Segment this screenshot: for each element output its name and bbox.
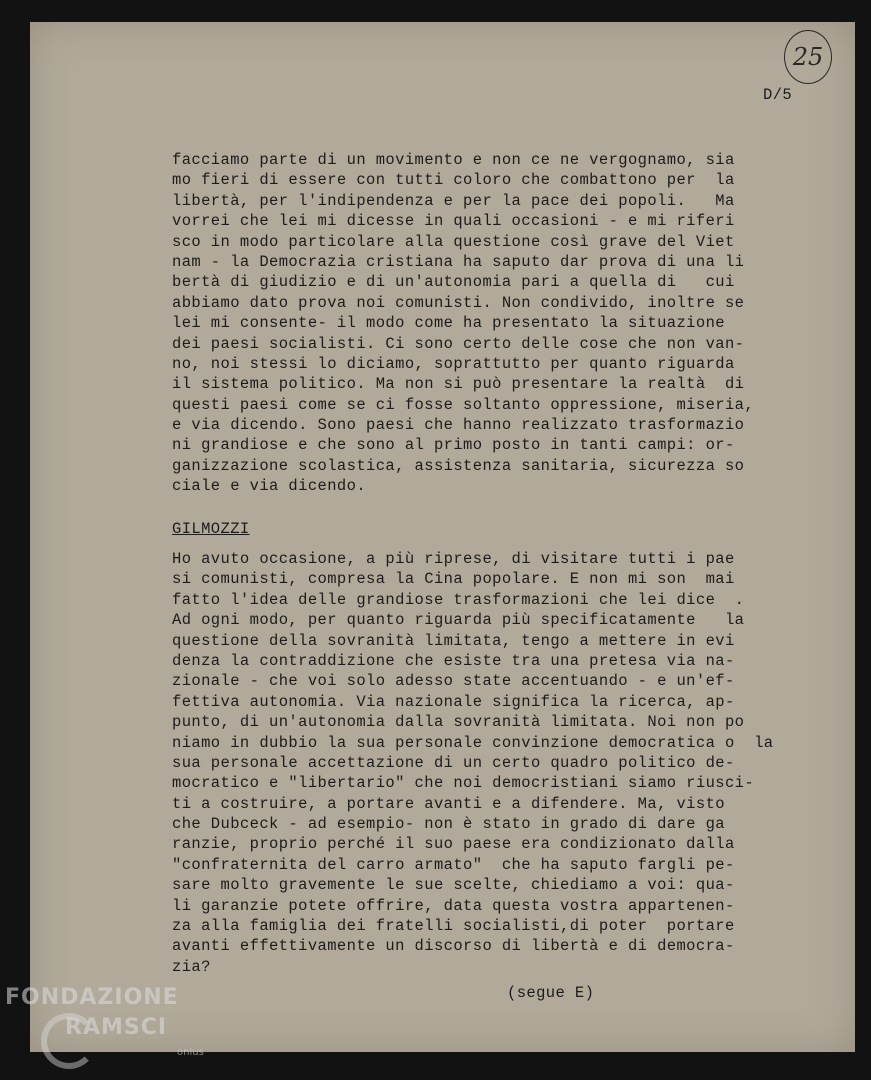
text-line: lei mi consente- il modo come ha presentato la situazione xyxy=(172,314,725,333)
text-line: che Dubceck - ad esempio- non è stato in grado di dare ga xyxy=(172,815,725,834)
watermark-logo xyxy=(5,985,204,1058)
watermark-line-2: RAMSCI xyxy=(65,1015,168,1040)
text-line: ranzie, proprio perché il suo paese era condizionato dalla xyxy=(172,835,735,854)
text-line: Ad ogni modo, per quanto riguarda più specificatamente la xyxy=(172,611,745,630)
text-line: libertà, per l'indipendenza e per la pace dei popoli. Ma xyxy=(172,191,735,210)
text-line: facciamo parte di un movimento e non ce ne vergognamo, sia xyxy=(172,151,735,169)
speaker-heading: GILMOZZI xyxy=(172,520,250,538)
text-line: bertà di giudizio e di un'autonomia pari a quella di cui xyxy=(172,273,735,292)
text-line: ni grandiose e che sono al primo posto in tanti campi: or- xyxy=(172,436,735,455)
text-line: ganizzazione scolastica, assistenza sanitaria, sicurezza so xyxy=(172,456,745,475)
text-line: avanti effettivamente un discorso di libertà e di democra- xyxy=(172,937,735,956)
text-line: questi paesi come se ci fosse soltanto oppressione, miseria, xyxy=(172,395,755,414)
text-line: Ho avuto occasione, a più riprese, di visitare tutti i pae xyxy=(172,550,735,568)
watermark-line-3: onlus xyxy=(177,1047,204,1058)
paragraph-2 xyxy=(172,549,774,977)
watermark-line-1: FONDAZIONE xyxy=(5,985,179,1010)
text-line: punto, di un'autonomia dalla sovranità limitata. Noi non po xyxy=(172,713,745,732)
text-line: sua personale accettazione di un certo quadro politico de- xyxy=(172,753,735,772)
handwritten-page-number xyxy=(784,30,832,84)
page-number-text: 25 xyxy=(792,43,824,71)
paragraph-1 xyxy=(172,150,754,497)
text-line: sco in modo particolare alla questione così grave del Viet xyxy=(172,232,735,251)
text-line: dei paesi socialisti. Ci sono certo delle cose che non van- xyxy=(172,334,745,353)
text-line: mo fieri di essere con tutti coloro che combattono per la xyxy=(172,171,735,190)
text-line: questione della sovranità limitata, tengo a mettere in evi xyxy=(172,631,735,650)
text-line: nam - la Democrazia cristiana ha saputo dar prova di una li xyxy=(172,252,745,271)
text-line: zionale - che voi solo adesso state accentuando - e un'ef- xyxy=(172,672,735,691)
text-line: fatto l'idea delle grandiose trasformazioni che lei dice . xyxy=(172,590,745,609)
text-line: denza la contraddizione che esiste tra una pretesa via na- xyxy=(172,651,735,670)
text-line: sare molto gravemente le sue scelte, chiediamo a voi: qua- xyxy=(172,876,735,895)
text-line: si comunisti, compresa la Cina popolare. E non mi son mai xyxy=(172,570,735,589)
text-line: fettiva autonomia. Via nazionale significa la ricerca, ap- xyxy=(172,692,735,711)
document-code: D/5 xyxy=(763,86,793,104)
text-line: ti a costruire, a portare avanti e a difendere. Ma, visto xyxy=(172,794,725,813)
text-line: e via dicendo. Sono paesi che hanno realizzato trasformazio xyxy=(172,416,745,435)
text-line: li garanzie potete offrire, data questa vostra appartenen- xyxy=(172,896,735,915)
text-line: ciale e via dicendo. xyxy=(172,477,367,496)
text-line: abbiamo dato prova noi comunisti. Non condivido, inoltre se xyxy=(172,293,745,312)
text-line: zia? xyxy=(172,957,211,976)
text-line: vorrei che lei mi dicesse in quali occasioni - e mi riferi xyxy=(172,212,735,231)
continuation-note: (segue E) xyxy=(507,984,595,1002)
text-line: niamo in dubbio la sua personale convinzione democratica o la xyxy=(172,733,774,752)
text-line: za alla famiglia dei fratelli socialisti,di poter portare xyxy=(172,917,735,936)
text-line: mocratico e "libertario" che noi democristiani siamo riusci- xyxy=(172,774,755,793)
text-line: no, noi stessi lo diciamo, soprattutto per quanto riguarda xyxy=(172,354,735,373)
text-line: il sistema politico. Ma non si può presentare la realtà di xyxy=(172,375,745,394)
text-line: "confraternita del carro armato" che ha saputo fargli pe- xyxy=(172,855,735,874)
